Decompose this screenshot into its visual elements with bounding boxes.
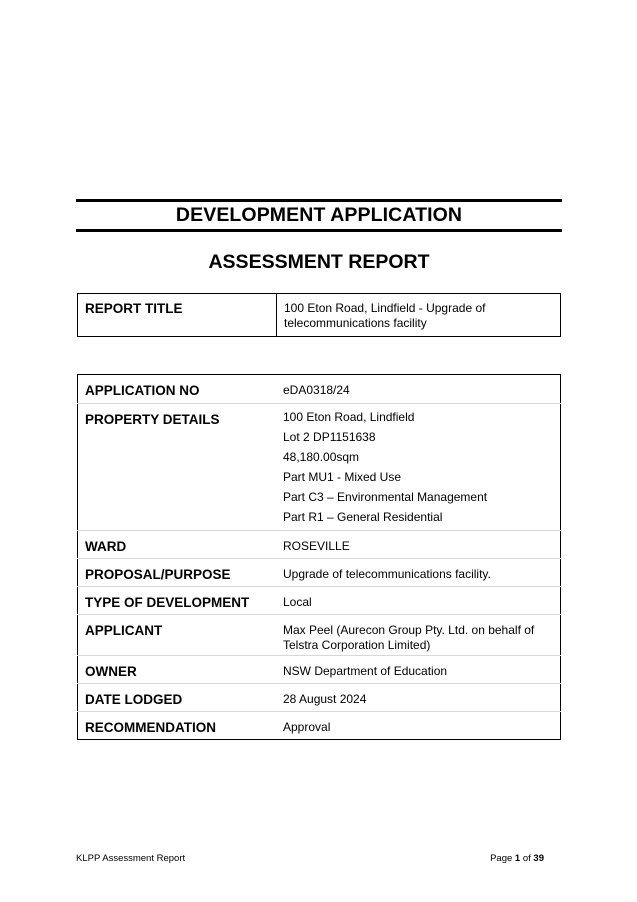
property-line: Part C3 – Environmental Management: [283, 490, 488, 504]
date-lodged-value: 28 August 2024: [283, 692, 367, 706]
report-title-value: [277, 294, 561, 337]
property-details-value: [276, 404, 561, 531]
applicant-label: APPLICANT: [85, 623, 163, 638]
owner-label: OWNER: [85, 664, 137, 679]
recommendation-label: RECOMMENDATION: [85, 720, 216, 735]
title-top-rule: [76, 199, 562, 202]
table-row: [78, 684, 561, 712]
title-bottom-rule: [76, 229, 562, 232]
property-line: Part MU1 - Mixed Use: [283, 470, 402, 484]
proposal-value: Upgrade of telecommunications facility.: [283, 567, 491, 581]
footer-document-name: KLPP Assessment Report: [76, 853, 186, 864]
proposal-label: PROPOSAL/PURPOSE: [85, 567, 231, 582]
report-title-label: REPORT TITLE: [78, 294, 277, 337]
document-subtitle: ASSESSMENT REPORT: [208, 251, 430, 273]
applicant-value-line1: Max Peel (Aurecon Group Pty. Ltd. on behalf of: [283, 623, 535, 637]
applicant-value: [276, 615, 561, 656]
application-details-table: [77, 374, 561, 740]
table-row: [78, 656, 561, 684]
table-row: [78, 375, 561, 404]
table-row: [78, 587, 561, 615]
page-prefix: Page: [490, 853, 515, 864]
page-of: of: [520, 853, 534, 864]
page-total: 39: [533, 853, 544, 864]
table-row: [78, 531, 561, 559]
ward-value: ROSEVILLE: [283, 539, 350, 553]
application-no-value: eDA0318/24: [283, 383, 350, 397]
document-title: DEVELOPMENT APPLICATION: [175, 204, 463, 226]
property-line: 100 Eton Road, Lindfield: [283, 410, 415, 424]
date-lodged-label: DATE LODGED: [85, 692, 183, 707]
table-row: [78, 404, 561, 531]
report-title-value-line1: 100 Eton Road, Lindfield - Upgrade of: [284, 301, 486, 315]
property-line: Lot 2 DP1151638: [283, 430, 376, 444]
report-title-value-line2: telecommunications facility: [284, 316, 427, 330]
applicant-value-line2: Telstra Corporation Limited): [283, 638, 431, 652]
development-type-label: TYPE OF DEVELOPMENT: [85, 595, 250, 610]
development-type-value: Local: [283, 595, 312, 609]
table-row: [78, 559, 561, 587]
application-no-label: APPLICATION NO: [85, 383, 200, 398]
report-title-row: [78, 294, 561, 337]
property-line: Part R1 – General Residential: [283, 510, 443, 524]
owner-value: NSW Department of Education: [283, 664, 448, 678]
page-current: 1: [514, 853, 521, 864]
recommendation-value: Approval: [283, 720, 331, 734]
property-details-label: PROPERTY DETAILS: [85, 412, 220, 427]
table-row: [78, 712, 561, 740]
footer-page-number: [490, 853, 544, 864]
ward-label: WARD: [85, 539, 127, 554]
report-title-table: [77, 293, 561, 337]
table-row: [78, 615, 561, 656]
property-line: 48,180.00sqm: [283, 450, 360, 464]
